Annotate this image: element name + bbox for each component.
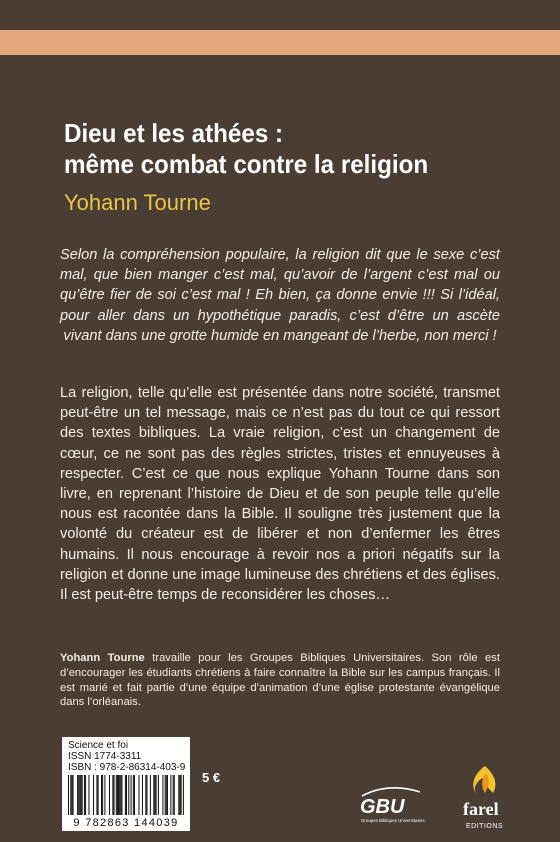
barcode-bar [101,775,102,815]
price-label: 5 € [202,770,221,785]
barcode-bar [167,775,168,815]
barcode-bar [82,775,83,815]
barcode-bar [93,775,94,815]
barcode-bar [117,775,118,815]
blurb-paragraph: Selon la compréhension populaire, la religion dit que le sexe c’est mal, que bien manger c’est mal, qu’avoir de l’argent c’est mal ou qu’être fier de soi c’est mal ! Eh bien, ça donne envie !!! Si l’idéal, pour aller dans un hypothétique paradis, c’est d’être un ascète vivant dans une grotte humide en mangeant de l’herbe, non merci ! [60,247,500,344]
collection-label: Science et foi [68,740,129,751]
barcode-bar [179,775,180,815]
farel-logo-text: farel [463,799,499,819]
issn-label: ISSN 1774-3311 [68,751,142,762]
barcode-bar [174,775,175,815]
barcode-bar [109,775,110,815]
barcode-bar [79,775,80,815]
barcode-bar [178,775,179,815]
author-bio [60,651,500,710]
barcode-bar [81,775,82,815]
barcode-bar [181,775,182,815]
gbu-logo [358,786,430,826]
barcode-bar [118,775,119,815]
barcode-bar [119,775,120,815]
bio-text: travaille pour les Groupes Bibliques Universitaires. Son rôle est d’encourager les étudiants chrétiens à faire connaître la Bible sur les campus français. Il est marié et fait partie d’une équipe d’animation d’une église protestante évangélique dans l’orléanais. [60,652,500,709]
barcode-bar [173,775,174,815]
accent-band [0,30,560,55]
author-name: Yohann Tourne [64,190,211,215]
barcode-bar [131,775,132,815]
barcode-bar [145,775,146,815]
barcode-bar [134,775,135,815]
top-strip [0,0,560,30]
barcode-bar [121,775,122,815]
bio-author-name: Yohann Tourne [60,652,145,664]
description-paragraph: La religion, telle qu’elle est présentée dans notre société, transmet peut-être un tel message, mais ce n’est pas du tout ce qui ressort des textes bibliques. La vraie religion, c’est un changement de cœur, ce ne sont pas des règles strictes, tristes et ennuyeuses à respecter. C’est ce que nous explique Yohann Tourne dans son livre, en reprenant l’histoire de Dieu et de son peuple telle qu’elle nous est racontée dans la Bible. Il souligne très justement que la volonté du créateur est de libérer et non d’enfermer les êtres humains. Il nous encourage à revoir nos a priori négatifs sur la religion et donne une image lumineuse des chrétiens et des églises. Il est peut-être temps de reconsidérer les choses… [60,385,500,604]
gbu-logo-text: GBU [360,796,405,818]
barcode-bar [183,775,184,815]
barcode-bar [112,775,113,815]
barcode-panel [62,737,190,831]
barcode-bar [84,775,85,815]
barcode-bar [120,775,121,815]
barcode-number: 9 782863 144039 [73,817,179,829]
barcode-bar [133,775,134,815]
barcode-bar [96,775,97,815]
barcode-graphic [66,775,186,817]
barcode-bar [85,775,86,815]
barcode-bar [154,775,155,815]
barcode-bar [102,775,103,815]
barcode-bar [165,775,166,815]
barcode-bar [146,775,147,815]
barcode-bar [88,775,89,815]
barcode-bar [142,775,143,815]
barcode-bar [78,775,79,815]
title-line-1: Dieu et les athées : [64,118,284,148]
barcode-bar [73,775,74,815]
isbn-label: ISBN : 978-2-86314-403-9 [68,762,186,773]
barcode-bar [158,775,159,815]
barcode-bar [98,775,99,815]
barcode-bar [113,775,114,815]
barcode-bar [162,775,163,815]
flame-icon [473,766,495,795]
barcode-bar [125,775,126,815]
barcode-bar [166,775,167,815]
barcode-bar [104,775,105,815]
barcode-bar [71,775,72,815]
barcode-bar [156,775,157,815]
farel-logo-subtitle: EDITIONS [466,823,504,830]
barcode-bar [116,775,117,815]
book-title [64,118,501,180]
gbu-logo-subtitle: Groupes Bibliques Universitaires [361,818,425,823]
barcode-bar [150,775,151,815]
barcode-bar [77,775,78,815]
barcode-bar [170,775,171,815]
barcode-bar [153,775,154,815]
barcode-bar [68,775,69,815]
farel-editions-logo [455,763,515,835]
title-line-2: même combat contre la religion [64,149,429,179]
barcode-bar [139,775,140,815]
barcode-bar [128,775,129,815]
barcode-bar [126,775,127,815]
barcode-bar [70,775,71,815]
